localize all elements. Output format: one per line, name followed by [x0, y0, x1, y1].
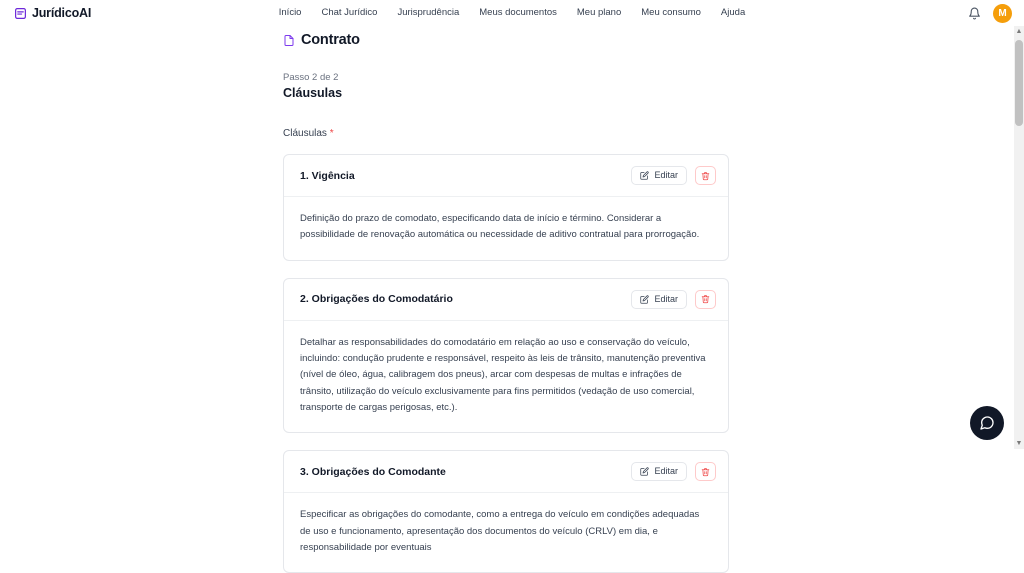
- top-navigation-bar: [0, 0, 1024, 26]
- bell-icon[interactable]: [968, 7, 981, 20]
- clauses-list: [283, 154, 729, 573]
- brand-name: JurídicoAI: [32, 6, 92, 20]
- page-title-text: Contrato: [301, 32, 360, 48]
- nav-chat-juridico[interactable]: Chat Jurídico: [321, 7, 378, 18]
- chat-widget-button[interactable]: [970, 406, 1004, 440]
- nav-ajuda[interactable]: Ajuda: [720, 7, 746, 18]
- nav-jurisprudencia[interactable]: Jurisprudência: [397, 7, 460, 18]
- delete-clause-button[interactable]: [695, 290, 716, 309]
- brand-logo[interactable]: [14, 6, 91, 20]
- clause-body: Especificar as obrigações do comodante, como a entrega do veículo em condições adequadas de uso e funcionamento, apresentação dos documentos do veículo (CRLV) em dia, e responsabilidade por eventuais: [300, 509, 700, 553]
- page-title: [283, 32, 1024, 48]
- clause-actions: [631, 290, 716, 309]
- clauses-field-label-text: Cláusulas: [283, 128, 327, 139]
- clause-actions: [631, 166, 716, 185]
- clause-body: Detalhar as responsabilidades do comodatário em relação ao uso e conservação do veículo, incluindo: condução prudente e responsável, respeito às leis de trânsito, manutenção preventiva (nível de óleo, água, calibragem dos pneus), arcar com despesas de multas e infrações de trânsito, utilização do veículo exclusivamente para fins permitidos (vedação de uso comercial, transporte de cargas perigosas, etc.).: [300, 336, 706, 413]
- scroll-down-arrow-icon[interactable]: ▼: [1015, 440, 1023, 447]
- clause-card: [283, 450, 729, 573]
- page-scrollbar[interactable]: [1014, 26, 1024, 449]
- clause-card-header: [284, 451, 728, 493]
- scrollbar-thumb[interactable]: [1015, 40, 1023, 126]
- edit-clause-label: Editar: [654, 466, 678, 477]
- step-title: Cláusulas: [283, 86, 343, 100]
- pencil-square-icon: [640, 467, 649, 476]
- edit-clause-label: Editar: [654, 293, 678, 304]
- clause-card: [283, 278, 729, 434]
- document-brand-icon: [14, 7, 27, 20]
- clauses-field-label: [283, 128, 1024, 139]
- edit-clause-button[interactable]: [631, 462, 687, 481]
- edit-clause-button[interactable]: [631, 166, 687, 185]
- edit-clause-label: Editar: [654, 170, 678, 180]
- trash-icon: [701, 294, 710, 304]
- avatar[interactable]: M: [993, 4, 1012, 23]
- clause-body: Definição do prazo de comodato, especificando data de início e término. Considerar a possibilidade de renovação automática ou necessidade de aditivo contratual para prorrogação.: [300, 213, 700, 241]
- clause-card: [283, 154, 729, 261]
- chat-bubble-icon: [979, 415, 995, 431]
- main-nav: [279, 7, 745, 18]
- clause-card-header: [284, 279, 728, 321]
- edit-clause-button[interactable]: [631, 290, 687, 309]
- page-content: [0, 26, 1024, 553]
- nav-meu-plano[interactable]: Meu plano: [576, 7, 622, 18]
- nav-meu-consumo[interactable]: Meu consumo: [641, 7, 701, 18]
- nav-meus-documentos[interactable]: Meus documentos: [479, 7, 557, 18]
- pencil-square-icon: [640, 295, 649, 304]
- clause-actions: [631, 462, 716, 481]
- nav-inicio[interactable]: Início: [278, 7, 302, 18]
- required-marker: *: [329, 128, 334, 139]
- clause-title: 1. Vigência: [300, 169, 355, 182]
- top-right-controls: [968, 4, 1012, 23]
- document-icon: [283, 34, 295, 47]
- step-indicator: Passo 2 de 2: [283, 72, 339, 83]
- scroll-up-arrow-icon[interactable]: ▲: [1015, 28, 1023, 35]
- trash-icon: [701, 467, 710, 477]
- delete-clause-button[interactable]: [695, 462, 716, 481]
- clause-title: 3. Obrigações do Comodante: [300, 465, 446, 478]
- clause-title: 2. Obrigações do Comodatário: [300, 293, 453, 306]
- delete-clause-button[interactable]: [695, 166, 716, 185]
- trash-icon: [701, 171, 710, 181]
- clause-card-header: [284, 155, 728, 197]
- pencil-square-icon: [640, 171, 649, 180]
